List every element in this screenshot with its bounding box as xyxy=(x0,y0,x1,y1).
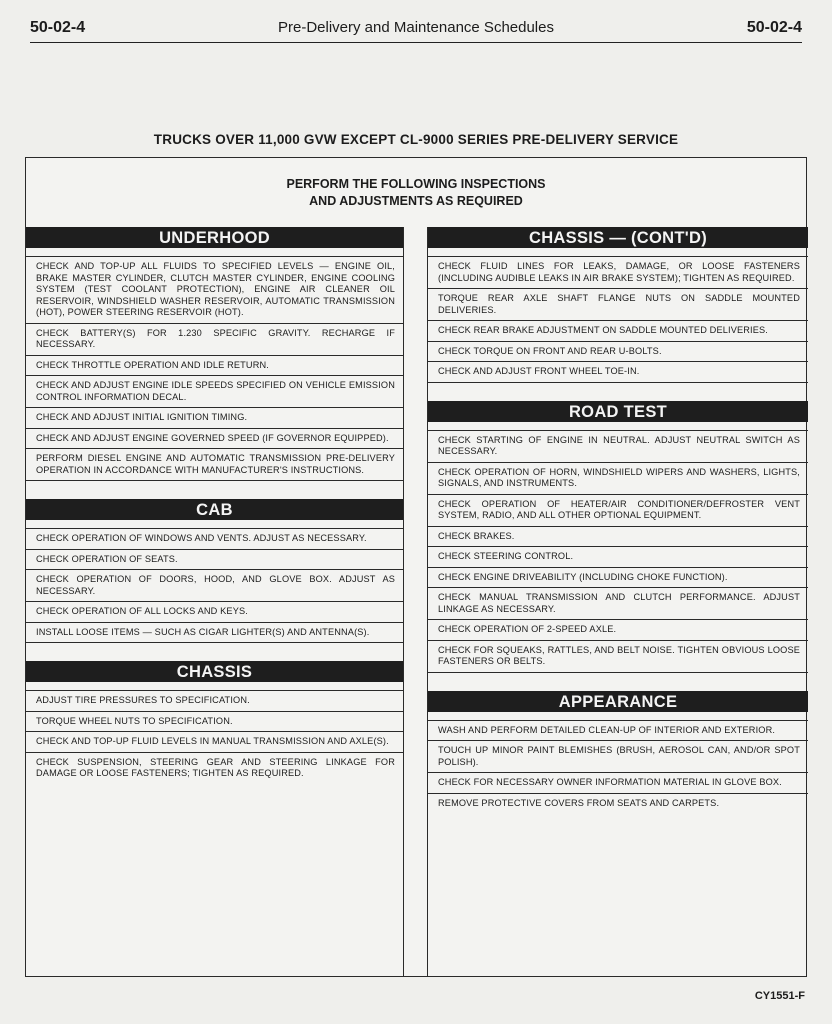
checklist-item: CHECK OPERATION OF WINDOWS AND VENTS. ADJUST AS NECESSARY. xyxy=(26,529,403,550)
section-gap xyxy=(26,481,403,499)
section-gap xyxy=(428,383,808,401)
instruction-heading xyxy=(26,176,806,210)
checklist-item: CHECK AND TOP-UP FLUID LEVELS IN MANUAL TRANSMISSION AND AXLE(S). xyxy=(26,732,403,753)
checklist-item: CHECK FOR SQUEAKS, RATTLES, AND BELT NOISE. TIGHTEN OBVIOUS LOOSE FASTENERS OR BELTS. xyxy=(428,641,808,673)
section-gap xyxy=(428,673,808,691)
checklist-item: CHECK SUSPENSION, STEERING GEAR AND STEERING LINKAGE FOR DAMAGE OR LOOSE FASTENERS; TIGHTEN AS REQUIRED. xyxy=(36,756,395,778)
checklist-item: PERFORM DIESEL ENGINE AND AUTOMATIC TRANSMISSION PRE-DELIVERY OPERATION IN ACCORDANCE WITH MANUFACTURER'S INSTRUCTIONS. xyxy=(26,449,403,481)
section-heading-chassis-cont-d: CHASSIS — (CONT'D) xyxy=(428,227,808,248)
page-number-right: 50-02-4 xyxy=(746,19,802,36)
checklist-item: CHECK MANUAL TRANSMISSION AND CLUTCH PERFORMANCE. ADJUST LINKAGE AS NECESSARY. xyxy=(428,588,808,620)
checklist-item: CHECK ENGINE DRIVEABILITY (INCLUDING CHOKE FUNCTION). xyxy=(428,568,808,589)
figure-code: CY1551-F xyxy=(754,990,805,1002)
page-header xyxy=(30,18,802,43)
checklist-item: TORQUE WHEEL NUTS TO SPECIFICATION. xyxy=(26,712,403,733)
checklist-item: TORQUE REAR AXLE SHAFT FLANGE NUTS ON SADDLE MOUNTED DELIVERIES. xyxy=(428,289,808,321)
section-heading-cab: CAB xyxy=(26,499,403,520)
service-checklist-box xyxy=(25,157,807,977)
checklist-item: REMOVE PROTECTIVE COVERS FROM SEATS AND CARPETS. xyxy=(438,797,720,808)
section-spacer xyxy=(26,682,403,691)
checklist-item: CHECK AND ADJUST ENGINE GOVERNED SPEED (IF GOVERNOR EQUIPPED). xyxy=(26,429,403,450)
section-gap xyxy=(26,643,403,661)
checklist-item: CHECK OPERATION OF HORN, WINDSHIELD WIPERS AND WASHERS, LIGHTS, SIGNALS, AND INSTRUMENTS. xyxy=(428,463,808,495)
document-title: TRUCKS OVER 11,000 GVW EXCEPT CL-9000 SERIES PRE-DELIVERY SERVICE xyxy=(153,132,679,147)
checklist-item: CHECK OPERATION OF SEATS. xyxy=(26,550,403,571)
checklist-item: CHECK AND ADJUST FRONT WHEEL TOE-IN. xyxy=(428,362,808,383)
checklist-item: CHECK STARTING OF ENGINE IN NEUTRAL. ADJUST NEUTRAL SWITCH AS NECESSARY. xyxy=(428,431,808,463)
checklist-item: CHECK FLUID LINES FOR LEAKS, DAMAGE, OR LOOSE FASTENERS (INCLUDING AUDIBLE LEAKS IN AIR BRAKE SYSTEM); TIGHTEN AS REQUIRED. xyxy=(428,257,808,289)
right-column xyxy=(427,227,808,976)
checklist-item: TOUCH UP MINOR PAINT BLEMISHES (BRUSH, AEROSOL CAN, AND/OR SPOT POLISH). xyxy=(428,741,808,773)
page-header-title: Pre-Delivery and Maintenance Schedules xyxy=(278,19,554,36)
checklist-item: ADJUST TIRE PRESSURES TO SPECIFICATION. xyxy=(26,691,403,712)
checklist-item: CHECK AND ADJUST INITIAL IGNITION TIMING. xyxy=(26,408,403,429)
checklist-item: CHECK OPERATION OF HEATER/AIR CONDITIONER/DEFROSTER VENT SYSTEM, RADIO, AND ALL OTHER OPTIONAL EQUIPMENT. xyxy=(428,495,808,527)
checklist-item: CHECK OPERATION OF 2-SPEED AXLE. xyxy=(428,620,808,641)
section-spacer xyxy=(26,520,403,529)
section-spacer xyxy=(26,248,403,257)
section-spacer xyxy=(428,422,808,431)
section-spacer xyxy=(428,712,808,721)
section-heading-road-test: ROAD TEST xyxy=(428,401,808,422)
section-spacer xyxy=(428,248,808,257)
checklist-item: CHECK BATTERY(S) FOR 1.230 SPECIFIC GRAVITY. RECHARGE IF NECESSARY. xyxy=(26,324,403,356)
section-heading-underhood: UNDERHOOD xyxy=(26,227,403,248)
checklist-item: INSTALL LOOSE ITEMS — SUCH AS CIGAR LIGHTER(S) AND ANTENNA(S). xyxy=(26,623,403,644)
checklist-item: WASH AND PERFORM DETAILED CLEAN-UP OF INTERIOR AND EXTERIOR. xyxy=(428,721,808,742)
instruction-line-2: AND ADJUSTMENTS AS REQUIRED xyxy=(309,194,523,208)
checklist-item: CHECK OPERATION OF ALL LOCKS AND KEYS. xyxy=(26,602,403,623)
checklist-item: CHECK FOR NECESSARY OWNER INFORMATION MATERIAL IN GLOVE BOX. xyxy=(428,773,808,794)
checklist-item: CHECK AND TOP-UP ALL FLUIDS TO SPECIFIED LEVELS — ENGINE OIL, BRAKE MASTER CYLINDER, CLUTCH MASTER CYLINDER, ENGINE COOLING SYSTEM (TEST COOLANT PROTECTION), ENGINE AIR CLEANER OIL RESERVOIR, WINDSHIELD WASHER RESERVOIR, AUTOMATIC TRANSMISSION (HOT), POWER STEERING RESERVOIR (HOT). xyxy=(26,257,403,324)
checklist-item: CHECK THROTTLE OPERATION AND IDLE RETURN. xyxy=(26,356,403,377)
checklist-item: CHECK STEERING CONTROL. xyxy=(428,547,808,568)
checklist-item: CHECK TORQUE ON FRONT AND REAR U-BOLTS. xyxy=(428,342,808,363)
checklist-item: CHECK AND ADJUST ENGINE IDLE SPEEDS SPECIFIED ON VEHICLE EMISSION CONTROL INFORMATION DECAL. xyxy=(26,376,403,408)
checklist-item: CHECK BRAKES. xyxy=(428,527,808,548)
section-heading-chassis: CHASSIS xyxy=(26,661,403,682)
left-column xyxy=(26,227,404,976)
checklist-item: CHECK OPERATION OF DOORS, HOOD, AND GLOVE BOX. ADJUST AS NECESSARY. xyxy=(26,570,403,602)
checklist-item: CHECK REAR BRAKE ADJUSTMENT ON SADDLE MOUNTED DELIVERIES. xyxy=(428,321,808,342)
section-heading-appearance: APPEARANCE xyxy=(428,691,808,712)
instruction-line-1: PERFORM THE FOLLOWING INSPECTIONS xyxy=(286,177,546,191)
page-number-left: 50-02-4 xyxy=(30,19,86,36)
